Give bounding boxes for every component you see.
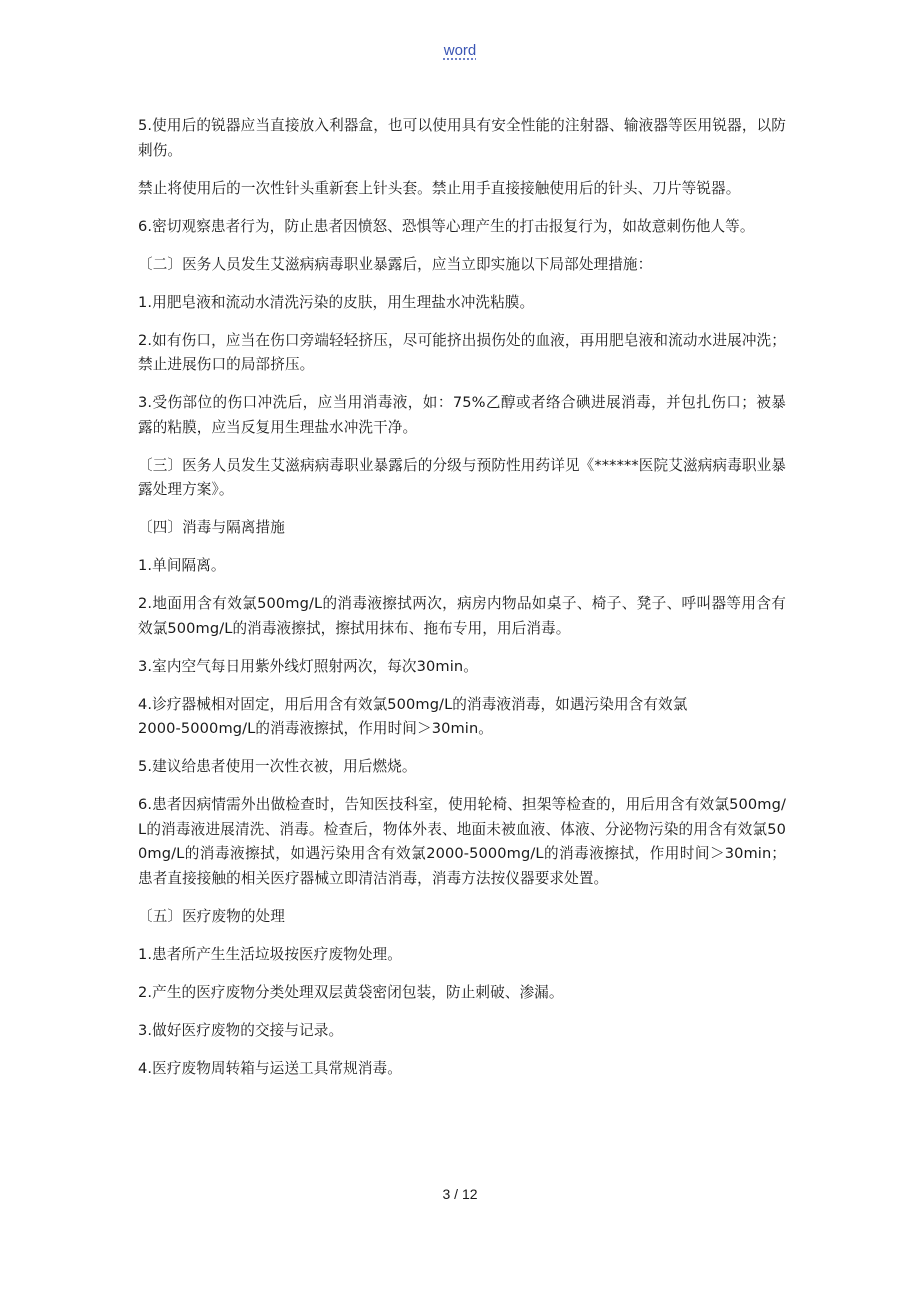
- paragraph-3: 6.密切观察患者行为，防止患者因愤怒、恐惧等心理产生的打击报复行为，如故意刺伤他人等。: [138, 217, 755, 235]
- paragraph-7: 3.受伤部位的伤口冲洗后，应当用消毒液，如：75%乙醇或者络合碘进展消毒，并包扎伤口；被暴露的粘膜，应当反复用生理盐水冲洗干净。: [138, 394, 786, 436]
- paragraph-20: 4.医疗废物周转箱与运送工具常规消毒。: [138, 1059, 402, 1077]
- paragraph-18: 2.产生的医疗废物分类处理双层黄袋密闭包装，防止刺破、渗漏。: [138, 983, 564, 1001]
- paragraph-15: 6.患者因病情需外出做检查时，告知医技科室，使用轮椅、担架等检查的，用后用含有效氯500mg/L的消毒液进展清洗、消毒。检查后，物体外表、地面未被血液、体液、分泌物污染的用含有效氯500mg/L的消毒液擦拭，如遇污染用含有效氯2000-5000mg/L的消毒液擦拭，作用时间＞30min；患者直接接触的相关医疗器械立即清洁消毒，消毒方法按仪器要求处置。: [138, 796, 786, 887]
- paragraph-13: 4.诊疗器械相对固定，用后用含有效氯500mg/L的消毒液消毒，如遇污染用含有效氯 2000-5000mg/L的消毒液擦拭，作用时间＞30min。: [138, 695, 688, 737]
- paragraph-19: 3.做好医疗废物的交接与记录。: [138, 1021, 344, 1039]
- paragraph-6: 2.如有伤口，应当在伤口旁端轻轻挤压，尽可能挤出损伤处的血液，再用肥皂液和流动水进展冲洗；禁止进展伤口的局部挤压。: [138, 331, 786, 373]
- paragraph-2: 禁止将使用后的一次性针头重新套上针头套。禁止用手直接接触使用后的针头、刀片等锐器。: [138, 179, 741, 197]
- paragraph-11: 2.地面用含有效氯500mg/L的消毒液擦拭两次，病房内物品如桌子、椅子、凳子、呼叫器等用含有效氯500mg/L的消毒液擦拭，擦拭用抹布、拖布专用，用后消毒。: [138, 595, 786, 637]
- document-body: [138, 114, 786, 1095]
- section-heading-3: 〔三〕医务人员发生艾滋病病毒职业暴露后的分级与预防性用药详见《******医院艾滋病病毒职业暴露处理方案》。: [138, 456, 786, 498]
- section-heading-2: 〔二〕医务人员发生艾滋病病毒职业暴露后，应当立即实施以下局部处理措施：: [138, 255, 653, 273]
- header-word-link[interactable]: word: [443, 42, 477, 59]
- section-heading-5: 〔五〕医疗废物的处理: [138, 907, 285, 925]
- paragraph-14: 5.建议给患者使用一次性衣被，用后燃烧。: [138, 758, 417, 775]
- paragraph-1: 5.使用后的锐器应当直接放入利器盒，也可以使用具有安全性能的注射器、输液器等医用锐器，以防刺伤。: [138, 117, 786, 159]
- paragraph-17: 1.患者所产生生活垃圾按医疗废物处理。: [138, 945, 402, 963]
- paragraph-5: 1.用肥皂液和流动水清洗污染的皮肤，用生理盐水冲洗粘膜。: [138, 293, 535, 311]
- paragraph-10: 1.单间隔离。: [138, 557, 226, 574]
- page-number: 3 / 12: [442, 1186, 478, 1202]
- paragraph-12: 3.室内空气每日用紫外线灯照射两次，每次30min。: [138, 657, 478, 675]
- section-heading-4: 〔四〕消毒与隔离措施: [138, 519, 285, 536]
